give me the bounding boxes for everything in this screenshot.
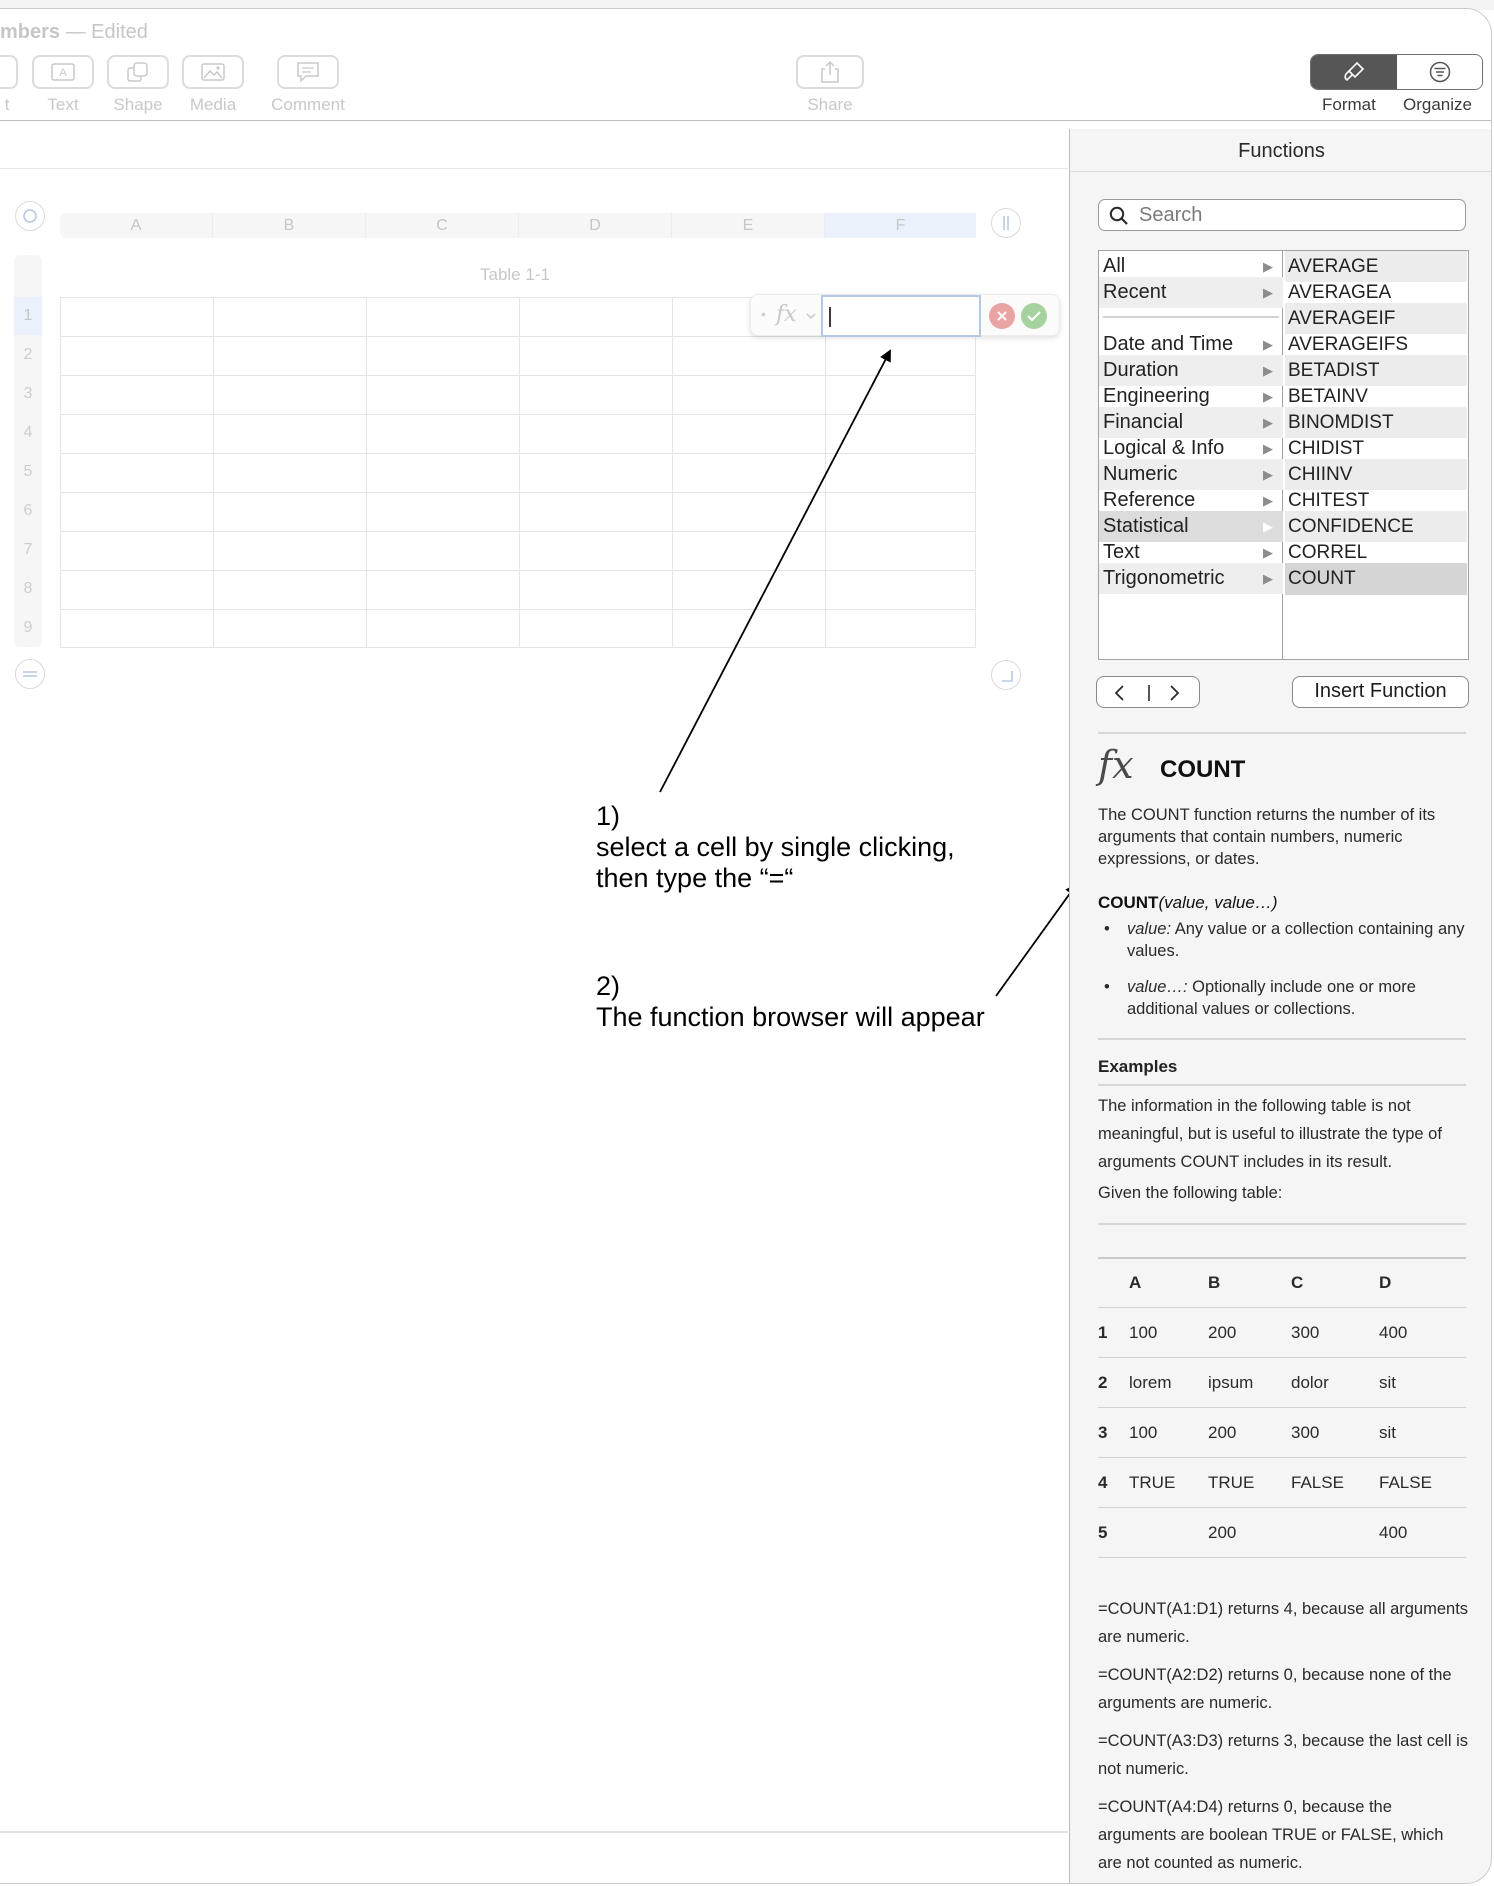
examples-intro: The information in the following table is not meaningful, but is useful to illustrate the type of arguments COUNT includes in its result. (1098, 1097, 1442, 1171)
example-cell: 400 (1379, 1323, 1408, 1342)
function-item-betainv[interactable]: BETAINV (1288, 386, 1368, 407)
arrow-to-cell (660, 351, 890, 792)
numbers-window (0, 8, 1492, 1884)
function-item-averagea[interactable]: AVERAGEA (1288, 282, 1392, 303)
drag-dot-icon: • (761, 306, 766, 322)
divider (1098, 1084, 1466, 1086)
function-list (1285, 251, 1467, 659)
category-label: Financial (1103, 411, 1184, 433)
row-header-2[interactable]: 2 (23, 346, 33, 363)
annotation-step-1-number: 1) (596, 801, 621, 831)
argument-item (1098, 976, 1470, 1020)
column-header-a[interactable]: A (60, 213, 213, 238)
examples-heading: Examples (1098, 1057, 1178, 1076)
argument-text: Any value or a collection containing any values. (1127, 920, 1465, 960)
function-search-field[interactable] (1098, 199, 1466, 231)
annotation-step-2-number: 2) (596, 971, 621, 1001)
column-header-d[interactable]: D (519, 213, 672, 238)
disclosure-arrow-icon: ▶ (1263, 389, 1273, 404)
annotation-step-2 (596, 971, 985, 1033)
example-cell: 400 (1379, 1523, 1408, 1542)
example-result: =COUNT(A2:D2) returns 0, because none of the arguments are numeric. (1098, 1666, 1452, 1712)
example-col-header: D (1379, 1273, 1392, 1292)
example-cell: 300 (1291, 1423, 1320, 1442)
example-cell: FALSE (1379, 1473, 1432, 1492)
comment-button-label: Comment (271, 95, 345, 114)
disclosure-arrow-icon: ▶ (1263, 285, 1273, 300)
category-list (1099, 251, 1283, 659)
example-cell: TRUE (1208, 1473, 1255, 1492)
category-label: All (1103, 255, 1126, 277)
category-label: Reference (1103, 489, 1196, 511)
example-row-number: 3 (1098, 1423, 1108, 1442)
function-item-chidist[interactable]: CHIDIST (1288, 438, 1364, 459)
disclosure-arrow-icon: ▶ (1263, 363, 1273, 378)
media-button-label: Media (189, 95, 237, 114)
disclosure-arrow-icon: ▶ (1263, 441, 1273, 456)
category-label: Trigonometric (1103, 567, 1225, 589)
chevron-left-icon[interactable] (1113, 684, 1125, 702)
example-cell: lorem (1129, 1373, 1172, 1392)
function-item-chitest[interactable]: CHITEST (1288, 490, 1370, 511)
category-label: Engineering (1103, 385, 1210, 407)
column-header-f[interactable]: F (825, 213, 976, 238)
function-item-binomdist[interactable]: BINOMDIST (1285, 407, 1467, 438)
example-col-header: A (1129, 1273, 1142, 1292)
example-result: =COUNT(A3:D3) returns 3, because the last cell is not numeric. (1098, 1732, 1469, 1778)
history-navigation (1096, 676, 1200, 708)
functions-sidebar (1069, 129, 1492, 1884)
category-label: Duration (1103, 359, 1179, 381)
organize-label: Organize (1403, 95, 1472, 114)
example-table-row (1098, 1308, 1466, 1358)
function-item-averageifs[interactable]: AVERAGEIFS (1288, 334, 1409, 355)
cut-off-toolbar-label: t (4, 95, 10, 114)
example-table-row (1098, 1408, 1466, 1458)
search-input[interactable] (1137, 202, 1457, 228)
row-header-8[interactable]: 8 (23, 580, 33, 597)
example-row-number: 2 (1098, 1373, 1108, 1392)
example-result: =COUNT(A4:D4) returns 0, because the arguments are boolean TRUE or FALSE, which are not counted as numeric. (1098, 1798, 1444, 1872)
syntax-name: COUNT (1098, 893, 1159, 912)
example-col-header: B (1208, 1273, 1221, 1292)
example-cell: ipsum (1208, 1373, 1254, 1392)
example-row-number: 5 (1098, 1523, 1108, 1542)
table-title[interactable]: Table 1-1 (480, 265, 550, 284)
category-label: Logical & Info (1103, 437, 1225, 459)
function-title: COUNT (1160, 756, 1246, 783)
divider (1070, 171, 1492, 172)
row-header-7[interactable]: 7 (23, 541, 33, 558)
search-icon (1109, 206, 1129, 226)
disclosure-arrow-icon: ▶ (1263, 415, 1273, 430)
disclosure-arrow-icon: ▶ (1263, 545, 1273, 560)
title-separator: — (65, 21, 86, 43)
example-row-number: 4 (1098, 1473, 1108, 1492)
example-result: =COUNT(A1:D1) returns 4, because all arguments are numeric. (1098, 1600, 1469, 1646)
given-table-text: Given the following table: (1098, 1184, 1283, 1202)
fx-icon: fx (1098, 743, 1134, 787)
column-header-e[interactable]: E (672, 213, 825, 238)
example-cell: dolor (1291, 1373, 1329, 1392)
shape-button-label: Shape (113, 95, 163, 114)
bullet-icon: • (1104, 978, 1110, 996)
disclosure-arrow-icon: ▶ (1263, 467, 1273, 482)
function-item-correl[interactable]: CORREL (1288, 542, 1368, 563)
example-table-header (1098, 1258, 1466, 1308)
example-cell: sit (1379, 1423, 1396, 1442)
example-cell: 200 (1208, 1323, 1237, 1342)
arrow-to-sidebar (996, 885, 1076, 996)
column-header-b[interactable]: B (213, 213, 366, 238)
divider (1098, 732, 1466, 734)
function-description: The COUNT function returns the number of its arguments that contain numbers, numeric expressions, or dates. (1098, 806, 1436, 868)
function-item-betadist[interactable]: BETADIST (1285, 355, 1467, 386)
row-header-3[interactable]: 3 (23, 385, 33, 402)
function-item-averageif[interactable]: AVERAGEIF (1285, 303, 1467, 334)
example-table-row (1098, 1358, 1466, 1408)
function-item-count[interactable]: COUNT (1285, 563, 1467, 595)
example-table-row (1098, 1508, 1466, 1558)
row-header-1[interactable]: 1 (14, 297, 42, 335)
disclosure-arrow-icon: ▶ (1263, 519, 1273, 534)
annotation-step-2-line1: The function browser will appear (596, 1002, 985, 1032)
function-item-chiinv[interactable]: CHIINV (1285, 459, 1467, 490)
fx-icon[interactable]: fx (776, 302, 797, 327)
row-header-9[interactable]: 9 (23, 619, 33, 636)
argument-name: value…: (1127, 978, 1188, 996)
category-label: Date and Time (1103, 333, 1234, 355)
sidebar-title: Functions (1238, 140, 1325, 162)
row-header-4[interactable]: 4 (23, 424, 33, 441)
disclosure-arrow-icon: ▶ (1263, 571, 1273, 586)
example-cell: 200 (1208, 1523, 1237, 1542)
chevron-right-icon[interactable] (1169, 684, 1181, 702)
example-cell: TRUE (1129, 1473, 1176, 1492)
function-syntax (1098, 893, 1278, 913)
category-label: Statistical (1103, 515, 1189, 537)
category-recent[interactable] (1099, 277, 1283, 308)
example-cell: sit (1379, 1373, 1396, 1392)
bullet-icon: • (1104, 920, 1110, 938)
example-cell: FALSE (1291, 1473, 1344, 1492)
argument-item (1098, 918, 1470, 962)
category-label: Recent (1103, 281, 1167, 303)
annotation-step-1-line2: then type the “=“ (596, 863, 794, 893)
column-header-c[interactable]: C (366, 213, 519, 238)
function-browser (1098, 250, 1469, 660)
example-cell: 100 (1129, 1323, 1158, 1342)
syntax-args: (value, value…) (1158, 893, 1278, 912)
row-header-6[interactable]: 6 (23, 502, 33, 519)
insert-function-button[interactable]: Insert Function (1292, 676, 1469, 708)
category-label: Numeric (1103, 463, 1178, 485)
svg-text:A: A (59, 67, 67, 79)
annotation-step-1-line1: select a cell by single clicking, (596, 832, 955, 862)
category-separator (1103, 316, 1279, 318)
category-trigonometric[interactable] (1099, 563, 1283, 594)
row-header-5[interactable]: 5 (23, 463, 33, 480)
function-item-average[interactable]: AVERAGE (1285, 251, 1467, 282)
edited-status: Edited (91, 21, 148, 43)
disclosure-arrow-icon: ▶ (1263, 493, 1273, 508)
example-cell: 300 (1291, 1323, 1320, 1342)
example-cell: 100 (1129, 1423, 1158, 1442)
disclosure-arrow-icon: ▶ (1263, 259, 1273, 274)
disclosure-arrow-icon: ▶ (1263, 337, 1273, 352)
document-name: mbers (0, 21, 61, 43)
text-button-label: Text (47, 95, 79, 114)
share-button-label: Share (807, 95, 853, 114)
example-row-number: 1 (1098, 1323, 1108, 1342)
argument-text: Optionally include one or more additional values or collections. (1127, 978, 1416, 1018)
function-item-confidence[interactable]: CONFIDENCE (1285, 511, 1467, 542)
annotation-step-1 (596, 801, 955, 894)
argument-name: value: (1127, 920, 1172, 938)
example-col-header: C (1291, 1273, 1304, 1292)
example-cell: 200 (1208, 1423, 1237, 1442)
divider (1098, 1038, 1466, 1040)
divider (1098, 1223, 1466, 1225)
category-label: Text (1103, 541, 1140, 563)
format-label: Format (1322, 95, 1376, 114)
example-table-row (1098, 1458, 1466, 1508)
divider (1148, 685, 1150, 701)
